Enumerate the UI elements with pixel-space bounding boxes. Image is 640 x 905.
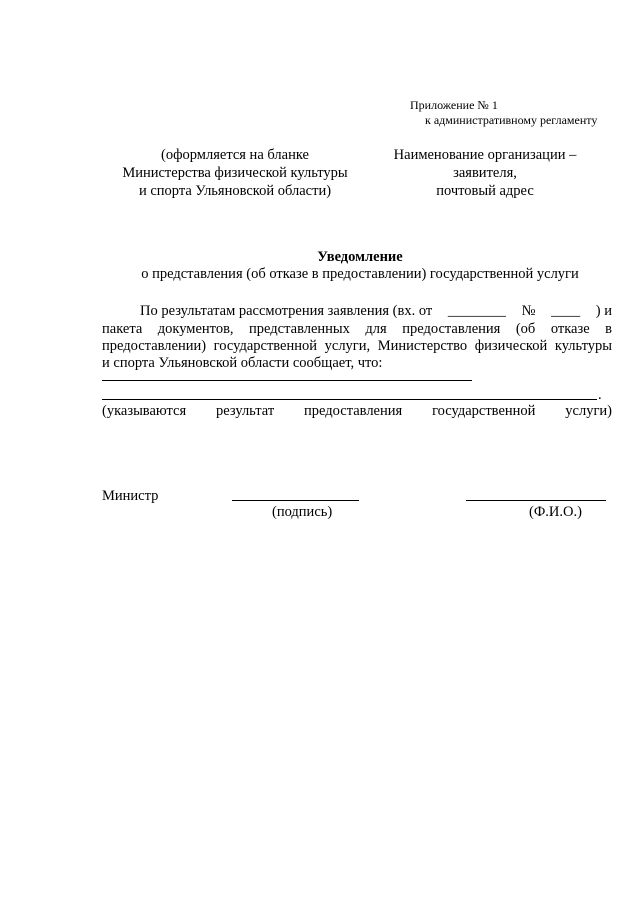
result-period: . (598, 387, 602, 403)
signature-line (232, 500, 359, 501)
appendix-regulation: к административному регламенту (425, 113, 598, 127)
number-blank: ____ (551, 303, 581, 319)
hint-word-2: результат (216, 403, 275, 419)
blank-note-line-3: и спорта Ульяновской области) (138, 183, 332, 199)
date-blank: ________ (447, 303, 506, 319)
document-subtitle: о представления (об отказе в предоставлении) государственной услуги (141, 266, 579, 282)
hint-word-4: государственной (432, 403, 536, 419)
recipient-block (375, 146, 595, 200)
recipient-line-2: заявителя, (453, 165, 517, 181)
signer-role: Министр (102, 488, 159, 504)
blank-note-line-2: Министерства физической культуры (122, 165, 348, 181)
body-line-1-end: ) и (595, 303, 612, 319)
hint-word-5: услуги) (565, 403, 612, 419)
hint-word-3: предоставления (304, 403, 403, 419)
result-hint (102, 402, 612, 420)
blank-note-line-1: (оформляется на бланке (161, 147, 309, 163)
body-line-4: и спорта Ульяновской области сообщает, что: (102, 355, 383, 371)
hint-word-1: (указываются (102, 403, 187, 419)
document-title: Уведомление (317, 249, 403, 265)
name-caption: (Ф.И.О.) (529, 504, 582, 520)
body-line-3: предоставлении) государственной услуги, Министерство физической культуры (102, 338, 612, 354)
result-line-1 (102, 380, 472, 381)
body-line-1-text: По результатам рассмотрения заявления (вх. от (140, 303, 433, 319)
recipient-line-1: Наименование организации – (393, 147, 577, 163)
blank-note (100, 146, 370, 200)
signature-caption: (подпись) (272, 504, 333, 520)
number-sign: № (521, 303, 536, 319)
recipient-line-3: почтовый адрес (436, 183, 534, 199)
name-line (466, 500, 606, 501)
body-line-1 (140, 302, 612, 320)
body-line-2: пакета документов, представленных для предоставления (об отказе в (102, 321, 612, 337)
appendix-number: Приложение № 1 (410, 98, 498, 112)
result-line-2 (102, 399, 597, 400)
